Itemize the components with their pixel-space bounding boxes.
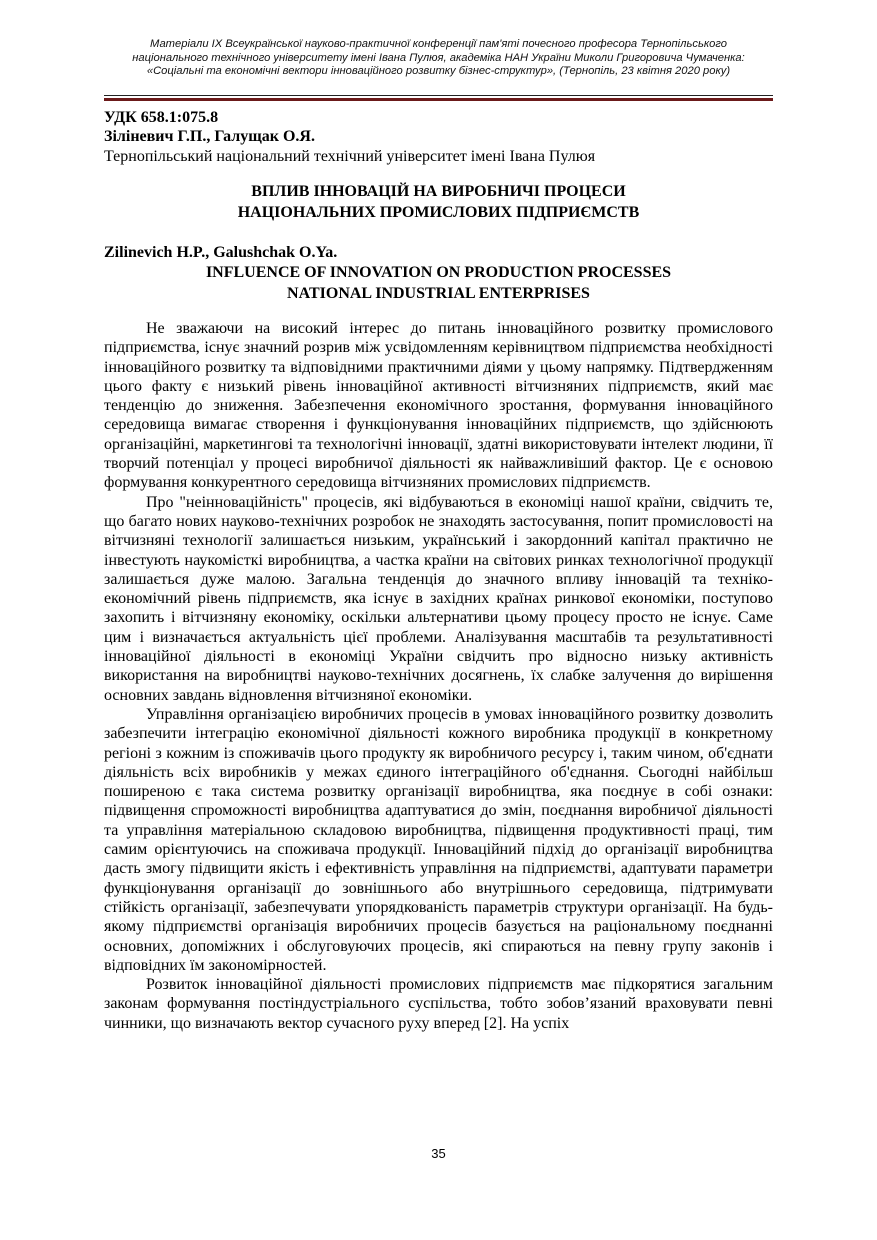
conference-header xyxy=(104,38,773,79)
body-paragraph: Розвиток інноваційної діяльності промислових підприємств має підкорятися загальним законам формування постіндустріального суспільства, тобто зобов’язаний враховувати певні чинники, що визначають вектор сучасного руху вперед [2]. На успіх xyxy=(104,976,773,1032)
title-english-line-1: INFLUENCE OF INNOVATION ON PRODUCTION PROCESSES xyxy=(205,264,672,281)
header-divider-thick xyxy=(104,98,773,101)
affiliation: Тернопільський національний технічний університет імені Івана Пулюя xyxy=(104,148,596,165)
udk-code: УДК 658.1:075.8 xyxy=(104,109,219,126)
title-ukrainian-line-2: НАЦІОНАЛЬНИХ ПРОМИСЛОВИХ ПІДПРИЄМСТВ xyxy=(237,204,640,221)
title-english-line-2: NATIONAL INDUSTRIAL ENTERPRISES xyxy=(287,285,590,302)
body-paragraph: Управління організацією виробничих процесів в умовах інноваційного розвитку дозволить забезпечити інтеграцію економічної діяльності кожного виробника продукції в конкретному регіоні з кожним із споживачів цього продукту як виробничого ресурсу і, таким чином, об'єднати діяльність всіх виробників у межах єдиного інтеграційного об'єднання. Сьогодні найбільш поширеною є така система розвитку організації виробництва, яка поєднує в собі ознаки: підвищення спроможності виробництва адаптуватися до змін, поєднання виробничої діяльності та управління матеріальною складовою виробництва, підвищення продуктивності праці, тим самим орієнтуючись на споживача продукції. Інноваційний підхід до організації виробництва дасть змогу підвищити якість і ефективність управління на підприємстві, адаптувати параметри функціонування організації до зовнішнього або внутрішнього середовища, підтримувати стійкість організації, забезпечувати упорядкованість параметрів структури організації. На будь-якому підприємстві організація виробничих процесів базується на раціональному поєднанні основних, допоміжних і обслуговуючих процесів, які спираються на певну групу законів і відповідних їм закономірностей. xyxy=(104,705,773,974)
header-divider-thin xyxy=(104,95,773,96)
article-body xyxy=(104,319,773,1033)
authors-ukrainian: Зіліневич Г.П., Галущак О.Я. xyxy=(104,128,315,145)
header-line-1: Матеріали IX Всеукраїнської науково-практичної конференції пам'яті почесного професора Тернопільського xyxy=(150,38,727,50)
authors-english: Zilinevich H.P., Galushchak O.Ya. xyxy=(104,244,338,261)
page-number: 35 xyxy=(431,1146,446,1161)
title-english xyxy=(104,262,773,304)
body-paragraph: Не зважаючи на високий інтерес до питань інноваційного розвитку промислового підприємства, існує значний розрив між усвідомленням керівництвом підприємства необхідності інноваційного розвитку та відповідними практичними діями у цьому напрямку. Підтвердженням цього факту є низький рівень інноваційної активності вітчизняних підприємств, який має тенденцію до зниження. Забезпечення економічного зростання, формування інноваційного середовища вимагає створення і функціонування інноваційних підприємств, що здійснюють організаційні, маркетингові та технологічні інновації, здатні використовувати інтелект людини, її творчий потенціал у процесі виробничої діяльності як найважливіший фактор. Це є основою формування конкурентного середовища вітчизняних промислових підприємств. xyxy=(104,320,773,492)
body-paragraph: Про "неінноваційність" процесів, які відбуваються в економіці нашої країни, свідчить те, що багато нових науково-технічних розробок не знаходять застосування, попит промисловості на вітчизняні технології залишається низьким, український і закордонний капітал практично не інвестують наукомісткі виробництва, а частка країни на світових ринках технологічної продукції залишається дуже малою. Загальна тенденція до значного впливу інновацій та техніко-економічний рівень підприємств, яка існує в західних країнах ринкової економіки, поступово захопить і вітчизняну економіку, оскільки альтернативи цьому процесу просто не існує. Саме цим і визначається актуальність цієї проблеми. Аналізування масштабів та результативності інноваційної діяльності в економіці України свідчить про відносно низьку активність використання на виробництві науково-технічних досягнень, їх слабке залучення до вирішення основних завдань відновлення вітчизняної економіки. xyxy=(104,493,773,704)
title-ukrainian xyxy=(104,181,773,223)
title-ukrainian-line-1: ВПЛИВ ІННОВАЦІЙ НА ВИРОБНИЧІ ПРОЦЕСИ xyxy=(251,183,626,200)
header-line-2: національного технічного університету імені Івана Пулюя, академіка НАН України Миколи Григоровича Чумаченка: xyxy=(132,51,745,64)
header-line-3: «Соціальні та економічні вектори інноваційного розвитку бізнес-структур», (Тернопіль, 23 квітня 2020 року) xyxy=(146,65,731,78)
